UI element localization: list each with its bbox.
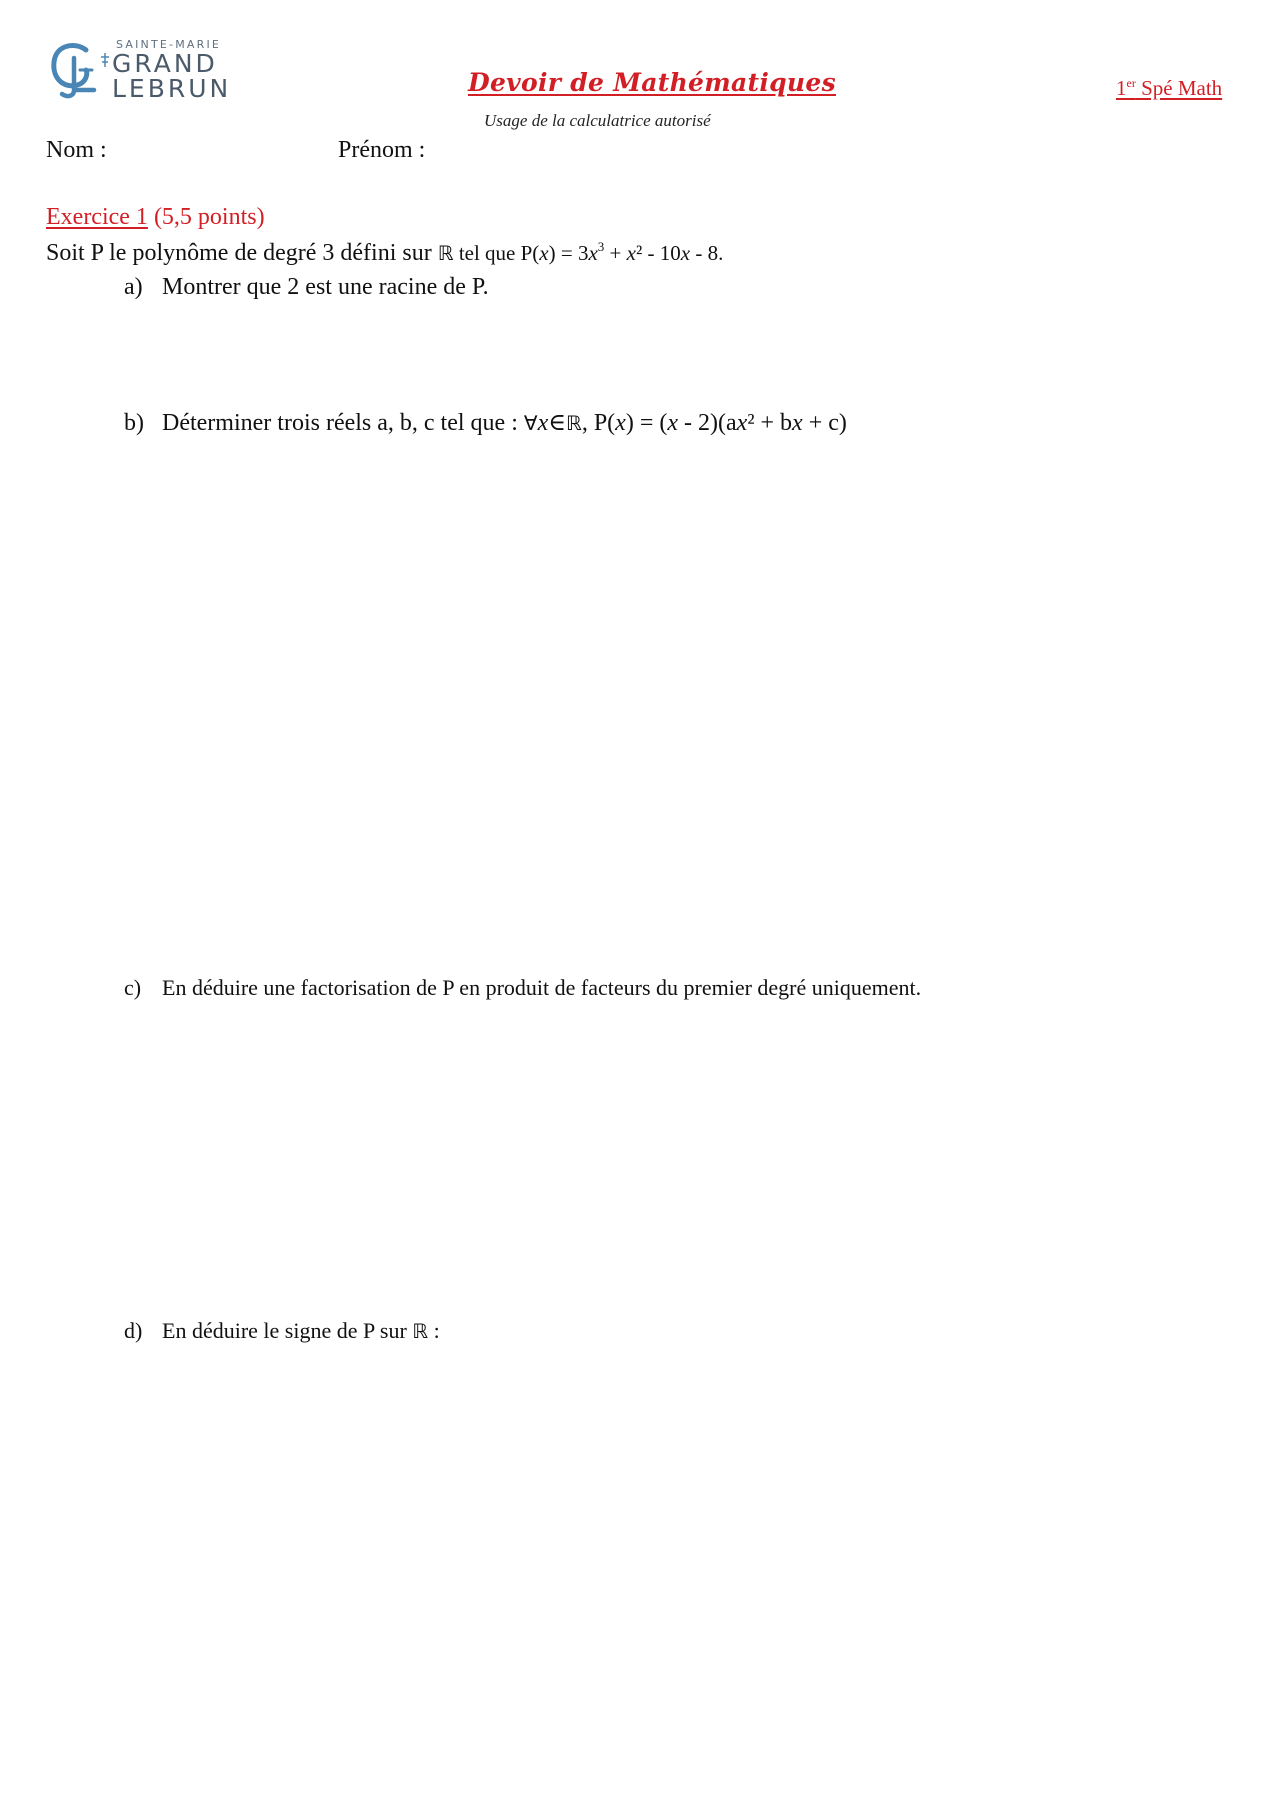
var-x: x (667, 410, 679, 436)
statement-tel: tel que P( (453, 241, 540, 265)
question-b (124, 408, 847, 437)
level-number: 1 (1116, 76, 1127, 100)
var-x: x (537, 410, 549, 436)
real-set-symbol: ℝ (437, 241, 454, 265)
var-x: x (680, 241, 691, 265)
nom-label: Nom : (46, 137, 107, 163)
var-x: x (615, 410, 626, 436)
question-text: En déduire une factorisation de P en produit de facteurs du premier degré uniquement. (162, 975, 922, 1000)
statement-square-term: ² - 10 (635, 241, 681, 265)
exam-title: Devoir de Mathématiques (468, 68, 836, 97)
question-letter: a) (124, 274, 143, 300)
question-text-end: : (428, 1318, 440, 1343)
statement-intro: Soit P le polynôme de degré 3 défini sur (46, 240, 438, 266)
var-x: x (539, 241, 549, 265)
question-c (124, 975, 921, 1001)
exercise-points: (5,5 points) (147, 204, 265, 230)
school-logo (46, 38, 236, 112)
school-monogram-icon (46, 40, 104, 104)
exercise-statement (46, 239, 723, 267)
question-letter: c) (124, 975, 142, 1000)
class-level (1116, 76, 1222, 101)
element-of-symbol: ∈ (548, 410, 566, 436)
level-text: Spé Math (1135, 76, 1223, 100)
question-text-part: ) = ( (625, 410, 668, 436)
cross-icon (100, 53, 110, 67)
question-letter: d) (124, 1318, 143, 1343)
exercise-title (46, 204, 265, 231)
prenom-label: Prénom : (338, 137, 426, 163)
question-text: Montrer que 2 est une racine de P. (162, 274, 489, 300)
question-a (124, 274, 489, 301)
question-d (124, 1318, 440, 1344)
var-x: x (588, 241, 598, 265)
question-letter: b) (124, 410, 144, 436)
statement-end: - 8. (690, 241, 724, 265)
exercise-label: Exercice 1 (46, 204, 148, 230)
real-set-symbol: ℝ (565, 411, 582, 435)
forall-symbol: ∀ (523, 411, 538, 435)
exponent-3: 3 (597, 239, 605, 254)
question-text-part: + c) (802, 410, 847, 436)
var-x: x (736, 410, 748, 436)
logo-line-lebrun: LEBRUN (112, 74, 232, 103)
calculator-note: Usage de la calculatrice autorisé (484, 111, 711, 130)
statement-plus: + (604, 241, 627, 265)
question-text: En déduire le signe de P sur (162, 1318, 413, 1343)
question-text-part: - 2)(a (678, 410, 737, 436)
real-set-symbol: ℝ (412, 1319, 429, 1343)
question-text-part: ² + b (747, 410, 793, 436)
level-superscript: er (1126, 76, 1136, 90)
var-x: x (626, 241, 636, 265)
logo-line-small: SAINTE-MARIE (116, 38, 222, 51)
question-text: Déterminer trois réels a, b, c tel que : (162, 410, 524, 436)
question-text-part: , P( (581, 410, 616, 436)
var-x: x (792, 410, 803, 436)
statement-eq: ) = 3 (548, 241, 589, 265)
logo-line-grand: GRAND (112, 49, 218, 78)
